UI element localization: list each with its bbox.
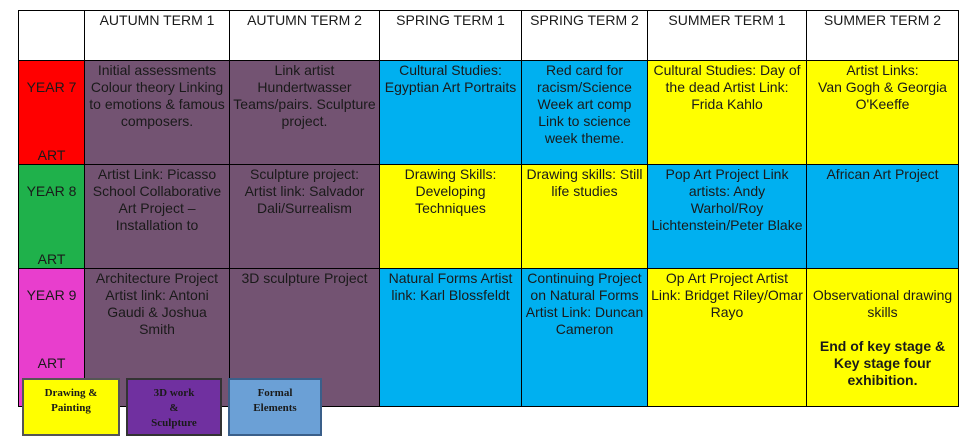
year-7-label-cell xyxy=(19,61,85,165)
year-7-label: YEAR 7 xyxy=(26,79,77,95)
cell-y9-summer-1: Op Art Project Artist Link: Bridget Riley/Omar Rayo xyxy=(648,269,807,407)
year-8-label-cell xyxy=(19,165,85,269)
cell-y9-summer-2-text: Observational drawing skills xyxy=(812,287,953,320)
header-spring-term-1: SPRING TERM 1 xyxy=(380,11,522,61)
header-autumn-term-1: AUTUMN TERM 1 xyxy=(85,11,230,61)
cell-y7-spring-1: Cultural Studies: Egyptian Art Portraits xyxy=(380,61,522,165)
cell-y7-autumn-1: Initial assessments Colour theory Linking to emotions & famous composers. xyxy=(85,61,230,165)
cell-y7-summer-2: Artist Links: Van Gogh & Georgia O'Keeffe xyxy=(807,61,959,165)
legend-3d-work-sculpture: 3D work & Sculpture xyxy=(126,378,222,436)
year-9-label: YEAR 9 xyxy=(26,287,77,303)
year-8-subject: ART xyxy=(37,251,66,267)
table-row-year-8 xyxy=(19,165,959,269)
cell-y8-spring-2: Drawing skills: Still life studies xyxy=(522,165,648,269)
curriculum-table xyxy=(18,10,959,407)
header-summer-term-1: SUMMER TERM 1 xyxy=(648,11,807,61)
cell-y7-spring-2: Red card for racism/Science Week art comp Link to science week theme. xyxy=(522,61,648,165)
table-row-year-7 xyxy=(19,61,959,165)
cell-y9-spring-2: Continuing Project on Natural Forms Artist Link: Duncan Cameron xyxy=(522,269,648,407)
cell-y8-summer-1: Pop Art Project Link artists: Andy Warhol/Roy Lichtenstein/Peter Blake xyxy=(648,165,807,269)
cell-y9-autumn-1: Architecture Project Artist link: Antoni Gaudi & Joshua Smith xyxy=(85,269,230,407)
header-row xyxy=(19,11,959,61)
legend-formal-elements: Formal Elements xyxy=(228,378,322,436)
cell-y8-autumn-2: Sculpture project: Artist link: Salvador Dali/Surrealism xyxy=(230,165,380,269)
end-of-key-stage-note: End of key stage & Key stage four exhibition. xyxy=(819,338,946,388)
header-summer-term-2: SUMMER TERM 2 xyxy=(807,11,959,61)
cell-y8-spring-1: Drawing Skills: Developing Techniques xyxy=(380,165,522,269)
header-autumn-term-2: AUTUMN TERM 2 xyxy=(230,11,380,61)
cell-y8-summer-2: African Art Project xyxy=(807,165,959,269)
cell-y7-summer-1: Cultural Studies: Day of the dead Artist Link: Frida Kahlo xyxy=(648,61,807,165)
year-8-label: YEAR 8 xyxy=(26,183,77,199)
year-9-subject: ART xyxy=(37,355,66,371)
cell-y9-summer-2 xyxy=(807,269,959,407)
cell-y8-autumn-1: Artist Link: Picasso School Collaborative Art Project – Installation to xyxy=(85,165,230,269)
cell-y9-spring-1: Natural Forms Artist link: Karl Blossfeldt xyxy=(380,269,522,407)
header-corner xyxy=(19,11,85,61)
cell-y9-autumn-2: 3D sculpture Project xyxy=(230,269,380,407)
header-spring-term-2: SPRING TERM 2 xyxy=(522,11,648,61)
year-7-subject: ART xyxy=(37,147,66,163)
cell-y7-autumn-2: Link artist Hundertwasser Teams/pairs. Sculpture project. xyxy=(230,61,380,165)
legend-drawing-painting: Drawing & Painting xyxy=(22,378,120,436)
